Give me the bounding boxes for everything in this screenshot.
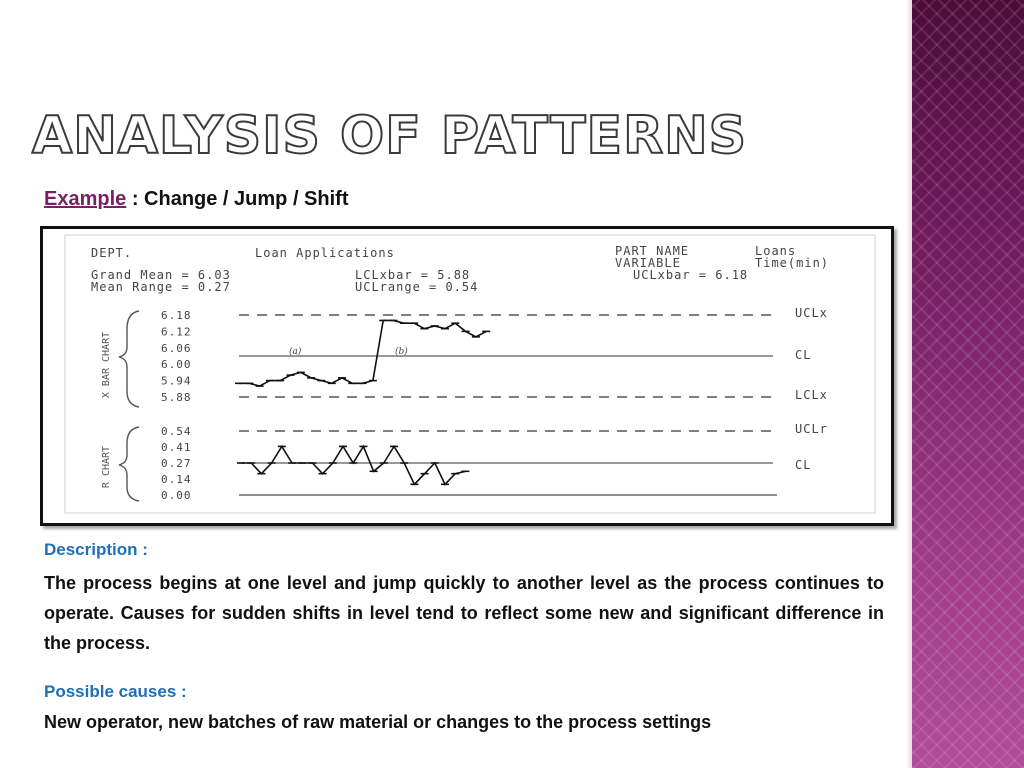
- grand-mean-text: Grand Mean = 6.03: [91, 268, 231, 282]
- description-heading: Description :: [44, 540, 148, 559]
- xbar-tick-label: 5.94: [161, 374, 192, 388]
- example-line: [44, 188, 349, 211]
- r-tick-label: 0.00: [161, 489, 192, 502]
- ucl-range-text: UCLrange = 0.54: [355, 280, 479, 294]
- clr-label: CL: [795, 458, 812, 472]
- description-text: The process begins at one level and jump quickly to another level as the process continues to operate. Causes for sudden shifts in level tend to reflect some new and significant difference in the process.: [44, 573, 884, 653]
- control-chart-svg: [43, 229, 885, 517]
- example-text: : Change / Jump / Shift: [126, 188, 349, 210]
- r-tick-label: 0.14: [161, 473, 192, 486]
- r-tick-label: 0.54: [161, 425, 192, 438]
- uclx-label: UCLx: [795, 306, 828, 320]
- ucl-xbar-text: UCLxbar = 6.18: [633, 268, 749, 282]
- slide-title: ANALYSIS OF PATTERNS: [32, 106, 748, 166]
- control-chart-image: [40, 226, 894, 526]
- xbar-tick-label: 6.06: [161, 341, 192, 355]
- r-tick-label: 0.27: [161, 457, 192, 470]
- dept-label: DEPT.: [91, 246, 133, 260]
- annotation-a: (a): [289, 347, 302, 357]
- mean-range-text: Mean Range = 0.27: [91, 280, 231, 294]
- decorative-sidebar: [912, 0, 1024, 768]
- variable-value: Time(min): [755, 256, 830, 270]
- possible-causes-heading: Possible causes :: [44, 682, 187, 701]
- uclr-label: UCLr: [795, 422, 828, 436]
- r-tick-labels: [161, 425, 192, 502]
- lclx-label: LCLx: [795, 388, 828, 402]
- xbar-tick-label: 6.00: [161, 358, 192, 372]
- part-name-label: PART NAME: [615, 244, 690, 258]
- sidebar-edge: [906, 0, 912, 768]
- xbar-tick-label: 6.12: [161, 325, 192, 339]
- lcl-xbar-text: LCLxbar = 5.88: [355, 268, 471, 282]
- annotation-b: (b): [395, 347, 408, 357]
- xbar-tick-label: 5.88: [161, 391, 192, 404]
- possible-causes-text: New operator, new batches of raw material or changes to the process settings: [44, 712, 712, 732]
- xbar-axis-title: X BAR CHART: [101, 331, 112, 399]
- variable-label: VARIABLE: [615, 256, 681, 270]
- dept-value: Loan Applications: [255, 246, 395, 260]
- part-name-value: Loans: [755, 244, 797, 258]
- r-tick-label: 0.41: [161, 441, 192, 454]
- xbar-tick-label: 6.18: [161, 309, 192, 322]
- clx-label: CL: [795, 348, 812, 362]
- r-axis-title: R CHART: [101, 445, 112, 489]
- example-link[interactable]: Example: [44, 188, 127, 210]
